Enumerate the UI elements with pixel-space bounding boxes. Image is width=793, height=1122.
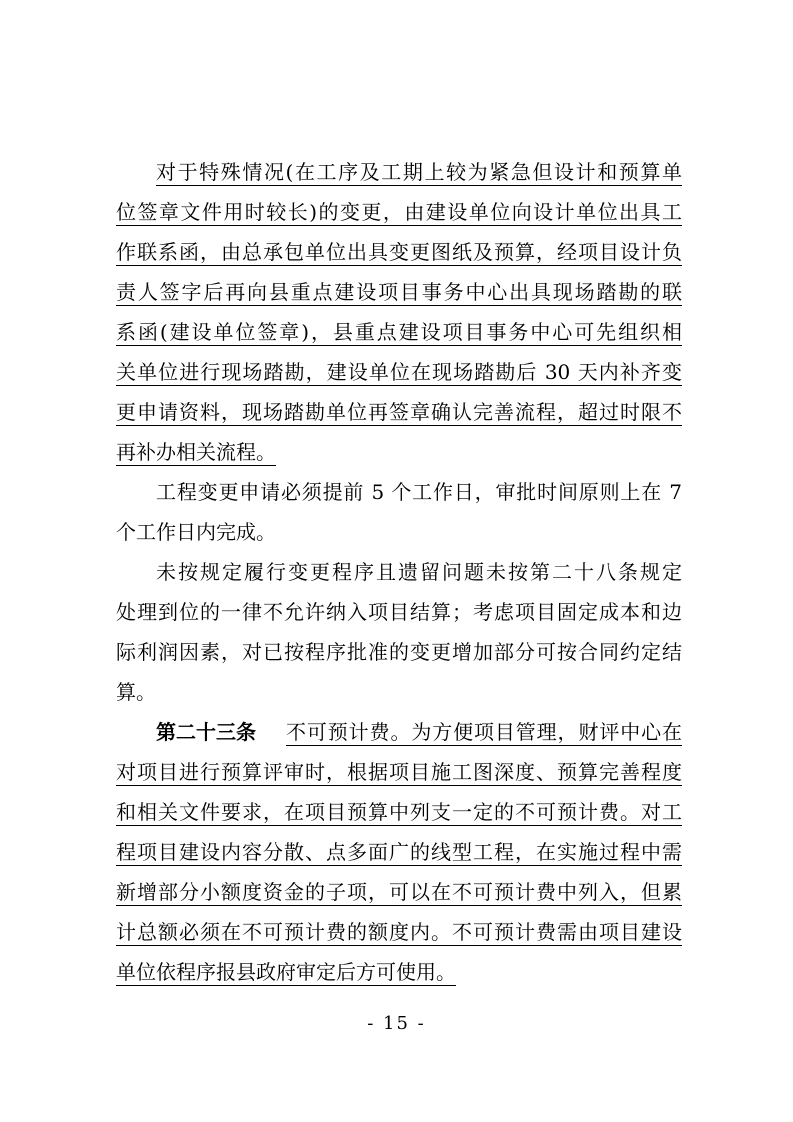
article-23-line-1: 不可预计费。为方便项目管理，财评中心在	[286, 720, 682, 744]
article-23-line-3: 和相关文件要求，在项目预算中列支一定的不可预计费。对工	[116, 800, 682, 824]
article-23-line-2: 对项目进行预算评审时，根据项目施工图深度、预算完善程度	[116, 760, 682, 784]
paragraph-3-line-1: 未按规定履行变更程序且遗留问题未按第二十八条规定	[156, 560, 682, 584]
paragraph-2-line-2: 个工作日内完成。	[116, 520, 276, 544]
paragraph-3-line-4: 算。	[116, 680, 156, 704]
paragraph-1-line-2: 位签章文件用时较长)的变更，由建设单位向设计单位出具工	[116, 200, 682, 224]
paragraph-1-line-5: 系函(建设单位签章)，县重点建设项目事务中心可先组织相	[116, 320, 682, 344]
article-23-line-5: 新增部分小额度资金的子项，可以在不可预计费中列入，但累	[116, 880, 682, 904]
article-23-heading: 第二十三条	[156, 720, 256, 744]
paragraph-1-line-3: 作联系函，由总承包单位出具变更图纸及预算，经项目设计负	[116, 240, 682, 264]
paragraph-3-line-2: 处理到位的一律不允许纳入项目结算；考虑项目固定成本和边	[116, 600, 682, 624]
paragraph-1-line-6: 关单位进行现场踏勘，建设单位在现场踏勘后 30 天内补齐变	[116, 360, 682, 384]
article-23-line-6: 计总额必须在不可预计费的额度内。不可预计费需由项目建设	[116, 920, 682, 944]
paragraph-3-line-3: 际利润因素，对已按程序批准的变更增加部分可按合同约定结	[116, 640, 682, 664]
paragraph-1-line-8: 再补办相关流程。	[116, 440, 276, 464]
paragraph-1-line-7: 更申请资料，现场踏勘单位再签章确认完善流程，超过时限不	[116, 400, 682, 424]
article-23-line-4: 程项目建设内容分散、点多面广的线型工程，在实施过程中需	[116, 840, 682, 864]
paragraph-2-line-1: 工程变更申请必须提前 5 个工作日，审批时间原则上在 7	[156, 480, 682, 504]
paragraph-1-line-4: 责人签字后再向县重点建设项目事务中心出具现场踏勘的联	[116, 280, 682, 304]
paragraph-1-line-1: 对于特殊情况(在工序及工期上较为紧急但设计和预算单	[156, 160, 682, 184]
page-number: - 15 -	[367, 1013, 426, 1034]
article-23-line-7: 单位依程序报县政府审定后方可使用。	[116, 960, 456, 984]
